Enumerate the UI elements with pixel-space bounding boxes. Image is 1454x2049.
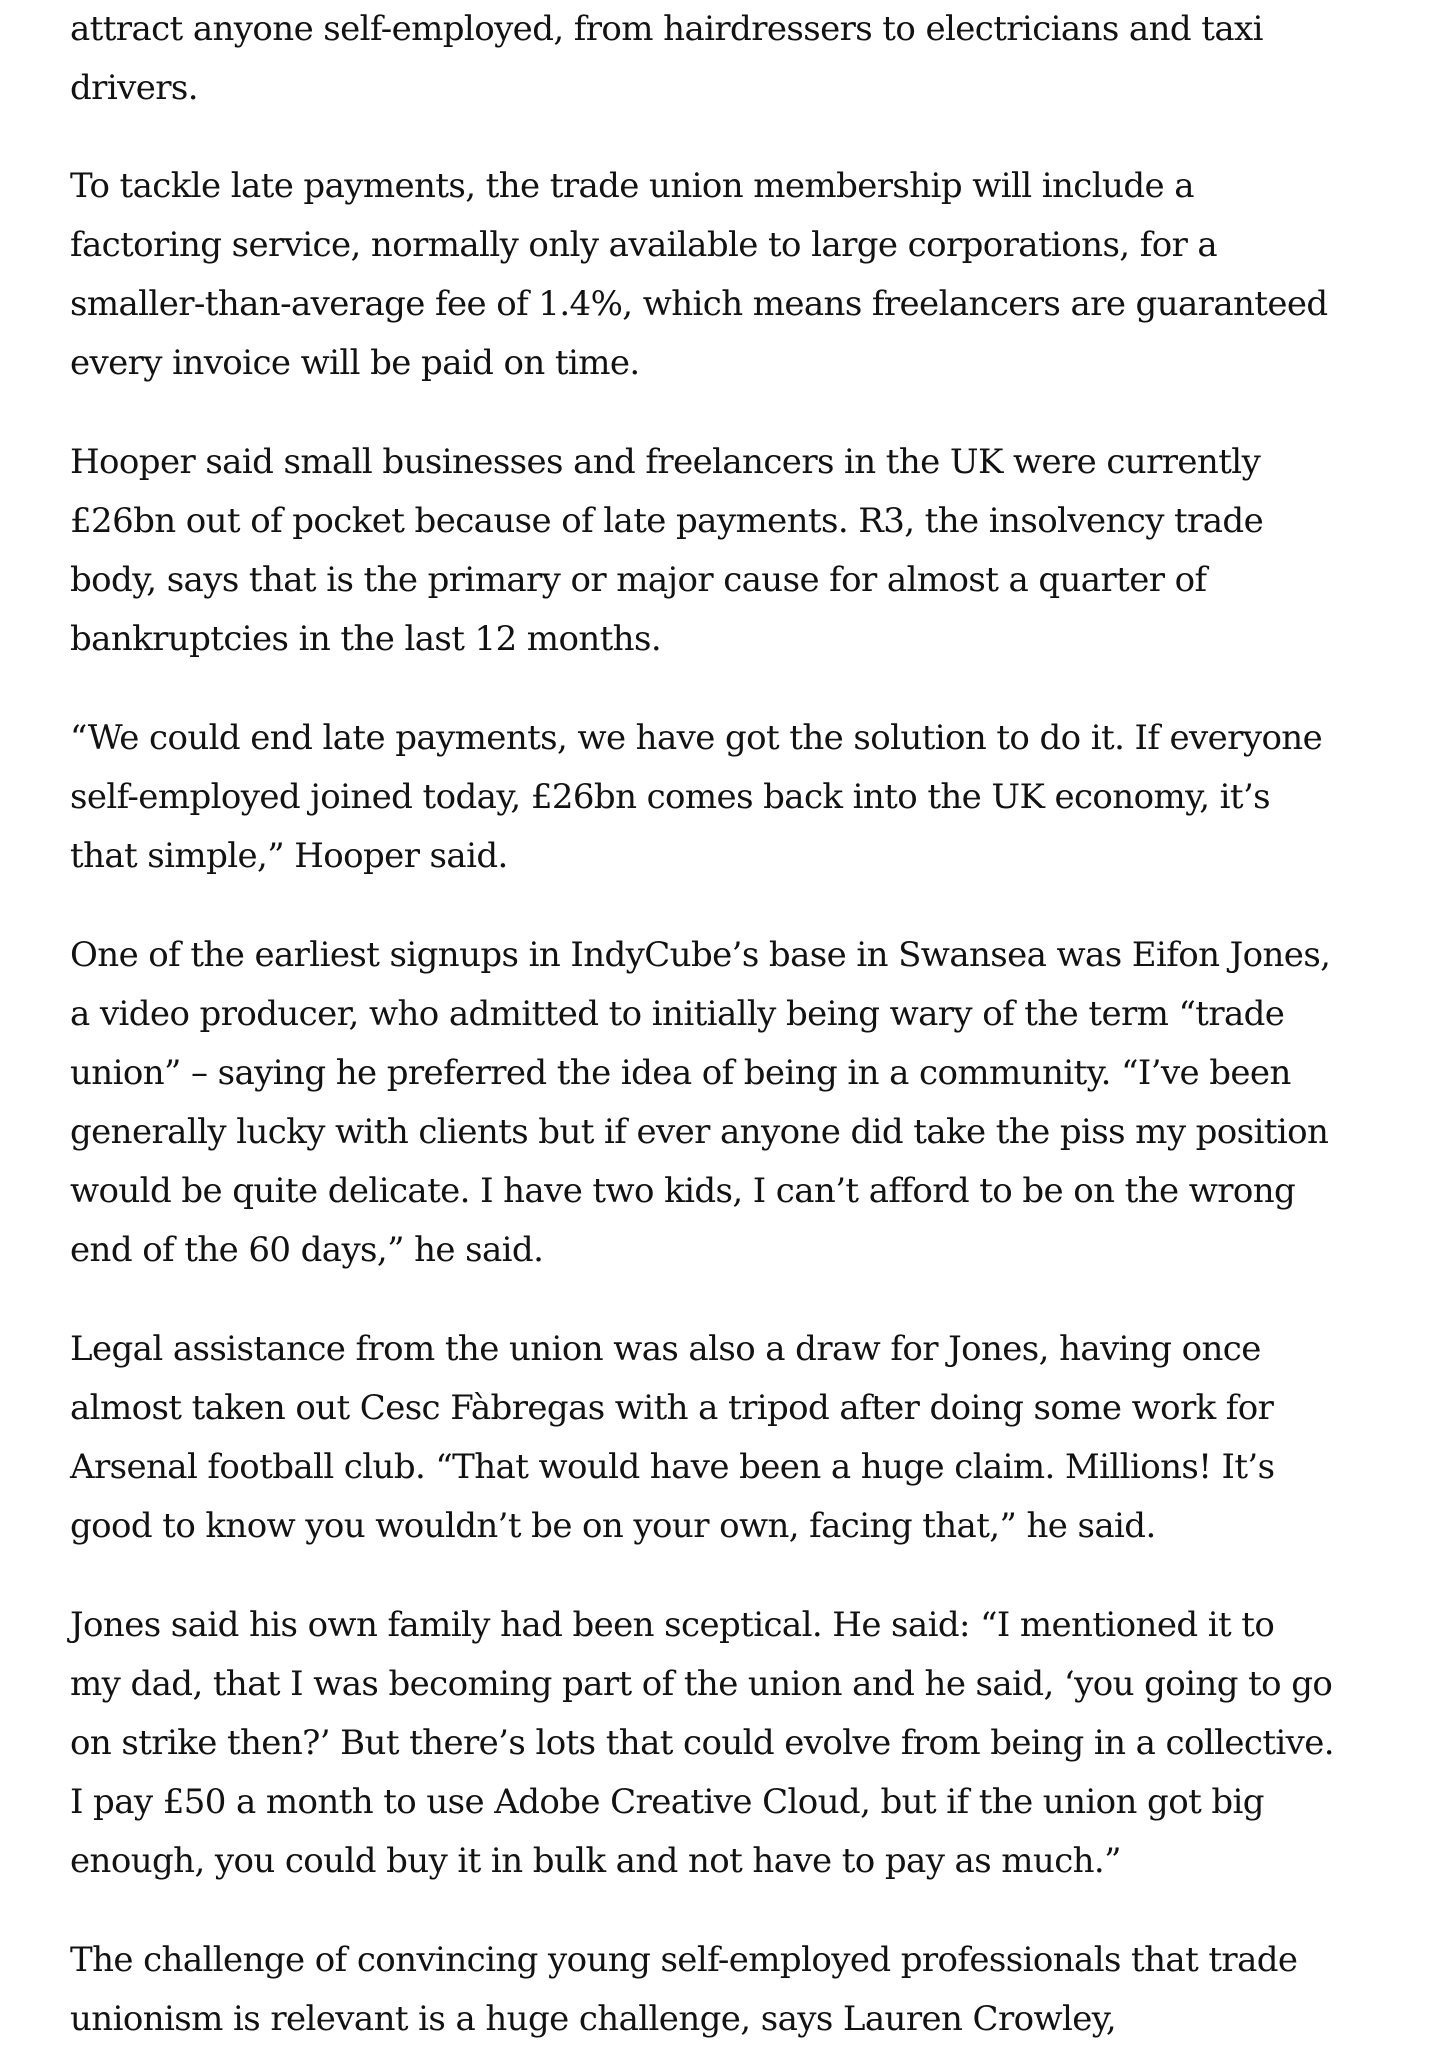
paragraph-1: [70, 0, 1400, 118]
paragraph-line: factoring service, normally only available to large corporations, for a: [70, 225, 1218, 265]
paragraph-line: Hooper said small businesses and freelancers in the UK were currently: [70, 442, 1261, 482]
paragraph-line: on strike then?’ But there’s lots that could evolve from being in a collective.: [70, 1723, 1335, 1763]
paragraph-line: generally lucky with clients but if ever anyone did take the piss my position: [70, 1112, 1329, 1152]
paragraph-line: every invoice will be paid on time.: [70, 343, 640, 383]
paragraph-line: a video producer, who admitted to initially being wary of the term “trade: [70, 994, 1285, 1034]
paragraph-5: [70, 926, 1400, 1280]
paragraph-line: self-employed joined today, £26bn comes back into the UK economy, it’s: [70, 777, 1271, 817]
paragraph-line: body, says that is the primary or major cause for almost a quarter of: [70, 560, 1207, 600]
paragraph-3: [70, 433, 1400, 669]
paragraph-2: [70, 157, 1400, 393]
paragraph-line: Legal assistance from the union was also a draw for Jones, having once: [70, 1329, 1261, 1369]
paragraph-line: attract anyone self-employed, from hairdressers to electricians and taxi: [70, 9, 1263, 49]
paragraph-line: union” – saying he preferred the idea of being in a community. “I’ve been: [70, 1053, 1291, 1093]
paragraph-line: would be quite delicate. I have two kids, I can’t afford to be on the wrong: [70, 1171, 1296, 1211]
paragraph-line: end of the 60 days,” he said.: [70, 1230, 544, 1270]
paragraph-4: [70, 709, 1400, 886]
paragraph-line: enough, you could buy it in bulk and not have to pay as much.”: [70, 1841, 1121, 1881]
paragraph-8: [70, 1931, 1400, 2049]
paragraph-line: Arsenal football club. “That would have been a huge claim. Millions! It’s: [70, 1447, 1275, 1487]
paragraph-line: bankruptcies in the last 12 months.: [70, 619, 662, 659]
paragraph-line: that simple,” Hooper said.: [70, 836, 508, 876]
paragraph-line: £26bn out of pocket because of late payments. R3, the insolvency trade: [70, 501, 1264, 541]
paragraph-line: good to know you wouldn’t be on your own, facing that,” he said.: [70, 1506, 1156, 1546]
paragraph-line: One of the earliest signups in IndyCube’s base in Swansea was Eifon Jones,: [70, 935, 1331, 975]
paragraph-line: unionism is relevant is a huge challenge, says Lauren Crowley,: [70, 1999, 1117, 2039]
paragraph-line: smaller-than-average fee of 1.4%, which means freelancers are guaranteed: [70, 284, 1328, 324]
paragraph-line: my dad, that I was becoming part of the union and he said, ‘you going to go: [70, 1664, 1333, 1704]
paragraph-line: The challenge of convincing young self-employed professionals that trade: [70, 1940, 1298, 1980]
paragraph-line: almost taken out Cesc Fàbregas with a tripod after doing some work for: [70, 1388, 1274, 1428]
paragraph-7: [70, 1596, 1400, 1891]
paragraph-line: “We could end late payments, we have got the solution to do it. If everyone: [70, 718, 1323, 758]
paragraph-6: [70, 1320, 1400, 1556]
article-body: [70, 0, 1400, 2049]
paragraph-line: To tackle late payments, the trade union membership will include a: [70, 166, 1194, 206]
paragraph-line: drivers.: [70, 68, 198, 108]
paragraph-line: Jones said his own family had been sceptical. He said: “I mentioned it to: [70, 1605, 1275, 1645]
paragraph-line: I pay £50 a month to use Adobe Creative Cloud, but if the union got big: [70, 1782, 1264, 1822]
